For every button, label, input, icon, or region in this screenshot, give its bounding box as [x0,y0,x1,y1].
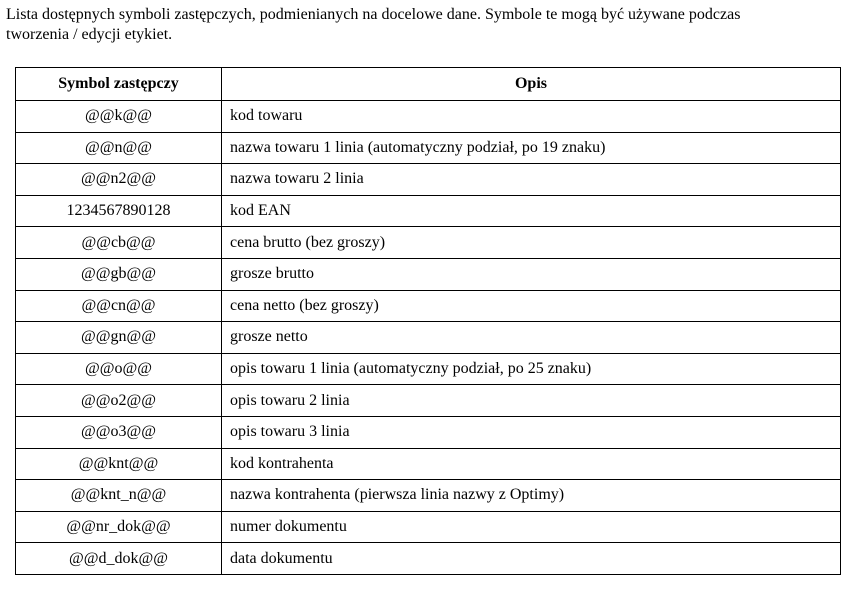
description-cell: grosze brutto [222,258,841,290]
table-row [16,543,841,575]
table-row [16,480,841,512]
description-cell: cena brutto (bez groszy) [222,227,841,259]
table-header-row [16,68,841,101]
intro-paragraph [6,5,836,45]
intro-line-2: tworzenia / edycji etykiet. [6,26,173,43]
symbol-cell: @@cb@@ [16,227,222,259]
description-cell: kod kontrahenta [222,448,841,480]
symbol-cell: @@n2@@ [16,164,222,196]
description-cell: data dokumentu [222,543,841,575]
symbol-cell: @@o@@ [16,353,222,385]
symbol-cell: 1234567890128 [16,195,222,227]
symbol-cell: @@gb@@ [16,258,222,290]
placeholder-symbols-table [15,67,841,575]
description-cell: grosze netto [222,322,841,354]
symbol-cell: @@knt_n@@ [16,480,222,512]
table-row [16,195,841,227]
table-row [16,448,841,480]
description-cell: opis towaru 3 linia [222,416,841,448]
table-row [16,416,841,448]
symbol-cell: @@knt@@ [16,448,222,480]
description-cell: numer dokumentu [222,511,841,543]
symbol-cell: @@gn@@ [16,322,222,354]
table-row [16,227,841,259]
table-row [16,132,841,164]
symbol-cell: @@cn@@ [16,290,222,322]
description-cell: nazwa towaru 1 linia (automatyczny podział, po 19 znaku) [222,132,841,164]
header-symbol: Symbol zastępczy [16,68,222,101]
description-cell: kod EAN [222,195,841,227]
symbol-cell: @@d_dok@@ [16,543,222,575]
intro-line-1: Lista dostępnych symboli zastępczych, podmienianych na docelowe dane. Symbole te mogą być używane podczas [6,6,741,23]
table-row [16,290,841,322]
table-row [16,353,841,385]
table-row [16,258,841,290]
table-row [16,164,841,196]
table-row [16,385,841,417]
description-cell: kod towaru [222,101,841,133]
description-cell: opis towaru 2 linia [222,385,841,417]
symbol-cell: @@o3@@ [16,416,222,448]
description-cell: nazwa kontrahenta (pierwsza linia nazwy z Optimy) [222,480,841,512]
description-cell: cena netto (bez groszy) [222,290,841,322]
description-cell: opis towaru 1 linia (automatyczny podział, po 25 znaku) [222,353,841,385]
table-row [16,511,841,543]
symbol-cell: @@n@@ [16,132,222,164]
symbol-cell: @@k@@ [16,101,222,133]
table-row [16,322,841,354]
symbol-cell: @@o2@@ [16,385,222,417]
header-description: Opis [222,68,841,101]
table-row [16,101,841,133]
symbol-cell: @@nr_dok@@ [16,511,222,543]
description-cell: nazwa towaru 2 linia [222,164,841,196]
